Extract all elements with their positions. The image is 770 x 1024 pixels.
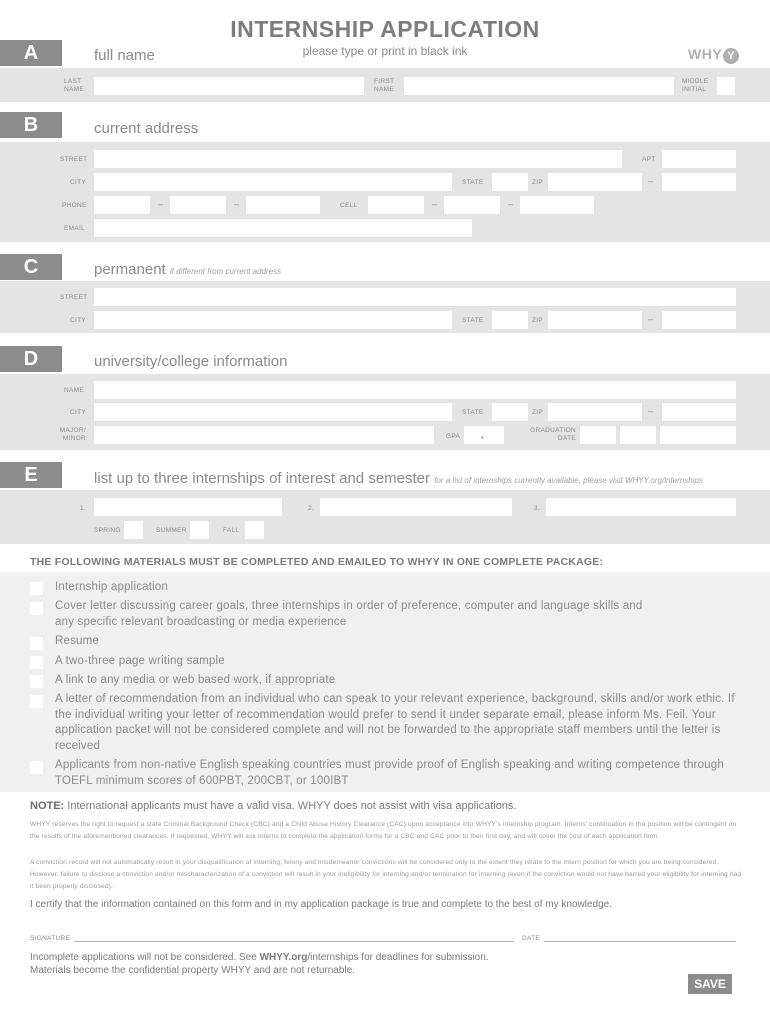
school-state-label: STATE	[462, 409, 484, 416]
checkbox-toefl[interactable]	[30, 761, 43, 774]
gpa-label: GPA	[446, 433, 461, 440]
section-e-title	[94, 470, 703, 487]
internship-1-number: 1.	[80, 505, 87, 512]
material-item: A link to any media or web based work, if appropriate	[55, 674, 336, 686]
section-a-letter: A	[0, 40, 62, 66]
perm-city-label: CITY	[70, 317, 87, 324]
section-c-note: if different from current address	[169, 267, 282, 276]
summer-label: SUMMER	[156, 527, 187, 534]
grad-year-field[interactable]	[660, 426, 736, 444]
fine-print-conviction: A conviction record will not automatically result in your disqualification of interning; felony and misdemeanor convictions will be considered only to the extent they relate to the intern position for which you are being considered. However, failure to disclose a conviction and/or mischaracterization of a conviction will result in your ineligibility for interning and/or termination for interning (even if the conviction would not have barred your eligibility for interning had it been properly disclosed).	[30, 859, 742, 890]
last-name-field[interactable]	[94, 77, 364, 95]
logo-text: WHY	[688, 46, 723, 62]
cell-area-field[interactable]	[368, 196, 424, 214]
school-name-label: NAME	[64, 387, 84, 394]
checkbox-cover-letter[interactable]	[30, 602, 43, 615]
spring-field[interactable]	[124, 521, 143, 539]
perm-city-field[interactable]	[94, 311, 452, 329]
street-field[interactable]	[94, 150, 622, 168]
internship-3-number: 3.	[534, 505, 541, 512]
school-state-field[interactable]	[492, 403, 528, 421]
last-name-label: LAST NAME	[64, 78, 84, 93]
state-label: STATE	[462, 179, 484, 186]
page-title: INTERNSHIP APPLICATION	[230, 16, 540, 42]
zip-field[interactable]	[548, 173, 642, 191]
zip-dash: –	[648, 176, 654, 186]
checkbox-media-link[interactable]	[30, 675, 43, 688]
perm-state-field[interactable]	[492, 311, 528, 329]
email-field[interactable]	[94, 219, 472, 237]
whyy-logo	[688, 46, 739, 64]
major-minor-field[interactable]	[94, 426, 434, 444]
fall-label: FALL	[223, 527, 240, 534]
school-name-field[interactable]	[94, 381, 736, 399]
section-b-letter: B	[0, 112, 62, 138]
section-e-letter: E	[0, 462, 62, 488]
internship-2-number: 2.	[308, 505, 315, 512]
apt-field[interactable]	[662, 150, 736, 168]
gpa-decimal-dot: •	[481, 435, 484, 442]
checkbox-writing-sample[interactable]	[30, 656, 43, 669]
date-line[interactable]	[544, 940, 736, 942]
summer-field[interactable]	[190, 521, 209, 539]
checkbox-application[interactable]	[30, 582, 43, 595]
section-d-title: university/college information	[94, 353, 288, 370]
perm-zip-ext-field[interactable]	[662, 311, 736, 329]
footer-line-2: Materials become the confidential property WHYY and are not returnable.	[30, 965, 355, 976]
cell-dash-2: –	[508, 199, 514, 209]
section-c-letter: C	[0, 254, 62, 280]
street-label: STREET	[60, 156, 88, 163]
major-minor-label: MAJOR/ MINOR	[59, 427, 86, 442]
note-text: International applicants must have a valid visa. WHYY does not assist with visa applications.	[64, 800, 517, 812]
internship-3-field[interactable]	[546, 498, 736, 516]
material-item: Applicants from non-native English speaking countries must provide proof of English speaking and writing competence through TOEFL minimum scores of 600PBT, 200CBT, or 100IBT	[55, 759, 724, 787]
school-city-label: CITY	[70, 409, 87, 416]
perm-zip-field[interactable]	[548, 311, 642, 329]
phone-dash-2: –	[234, 199, 240, 209]
logo-mark: Y	[723, 48, 739, 64]
checkbox-recommendation[interactable]	[30, 695, 43, 708]
apt-label: APT	[642, 156, 656, 163]
phone-prefix-field[interactable]	[170, 196, 226, 214]
fine-print-clearances: WHYY reserves the right to request a state Criminal Background Check (CBC) and a Child Abuse History Clearance (CAC) upon acceptance into WHYY's internship program. Interns' continuation in the position will be contingent on the results of the aforementioned clearances. If requested, WHYY will ask interns to complete the application forms for a CBC and CAC prior to their first day, and will cover the cost of each application form.	[30, 821, 737, 840]
cell-label: CELL	[340, 202, 358, 209]
section-c-title	[94, 261, 281, 278]
internship-1-field[interactable]	[94, 498, 282, 516]
perm-street-label: STREET	[60, 294, 88, 301]
city-field[interactable]	[94, 173, 452, 191]
save-button[interactable]: SAVE	[688, 974, 732, 994]
note-label: NOTE:	[30, 800, 65, 812]
middle-initial-field[interactable]	[717, 77, 735, 95]
phone-dash-1: –	[158, 199, 164, 209]
school-city-field[interactable]	[94, 403, 452, 421]
footer-line-1	[30, 951, 489, 964]
cell-dash-1: –	[432, 199, 438, 209]
phone-area-field[interactable]	[94, 196, 150, 214]
checkbox-resume[interactable]	[30, 637, 43, 650]
section-a-title: full name	[94, 47, 155, 64]
state-field[interactable]	[492, 173, 528, 191]
first-name-field[interactable]	[404, 77, 674, 95]
phone-line-field[interactable]	[246, 196, 320, 214]
section-b-title: current address	[94, 120, 199, 137]
grad-month-field[interactable]	[580, 426, 616, 444]
material-item: Cover letter discussing career goals, three internships in order of preference, computer and language skills and any specific relevant broadcasting or media experience	[55, 600, 643, 628]
date-label: DATE	[522, 935, 541, 942]
first-name-label: FIRST NAME	[374, 78, 395, 93]
section-e-note: for a list of internships currently available, please visit WHYY.org/internships	[434, 476, 703, 485]
perm-zip-label: ZIP	[532, 317, 544, 324]
middle-initial-label: MIDDLE INITIAL	[682, 78, 709, 93]
perm-state-label: STATE	[462, 317, 484, 324]
signature-line[interactable]	[74, 940, 514, 942]
certification-statement: I certify that the information contained on this form and in my application package is true and complete to the best of my knowledge.	[30, 899, 612, 910]
material-item: Internship application	[55, 581, 169, 593]
gpa-field[interactable]	[464, 426, 504, 444]
section-d-letter: D	[0, 346, 62, 372]
spring-label: SPRING	[94, 527, 121, 534]
email-label: EMAIL	[64, 225, 86, 232]
graduation-date-label: GRADUATION DATE	[530, 427, 576, 442]
footer-line-1-b: /internships for deadlines for submission.	[307, 952, 489, 963]
material-item: A letter of recommendation from an individual who can speak to your relevant experience, background, skills and/or work ethic. If the individual writing your letter of recommendation would prefer to send it under separate email, please inform Ms. Feil. Your application packet will not be considered complete and will not be forwarded to the appropriate staff members until the letter is received	[55, 693, 735, 752]
zip-ext-field[interactable]	[662, 173, 736, 191]
visa-note	[30, 800, 516, 812]
materials-heading: THE FOLLOWING MATERIALS MUST BE COMPLETED AND EMAILED TO WHYY IN ONE COMPLETE PACKAGE:	[30, 556, 604, 568]
material-item: A two-three page writing sample	[55, 655, 225, 667]
cell-line-field[interactable]	[520, 196, 594, 214]
fall-field[interactable]	[245, 521, 264, 539]
perm-street-field[interactable]	[94, 288, 736, 306]
page-subtitle: please type or print in black ink	[302, 44, 468, 58]
school-zip-ext-field[interactable]	[662, 403, 736, 421]
footer-line-1-a: Incomplete applications will not be considered. See	[30, 952, 260, 963]
signature-label: SIGNATURE	[30, 935, 71, 942]
grad-day-field[interactable]	[620, 426, 656, 444]
school-zip-dash: –	[648, 406, 654, 416]
school-zip-label: ZIP	[532, 409, 544, 416]
perm-zip-dash: –	[648, 314, 654, 324]
section-c-title-text: permanent	[94, 261, 166, 278]
cell-prefix-field[interactable]	[444, 196, 500, 214]
footer-link[interactable]: WHYY.org	[259, 952, 308, 963]
city-label: CITY	[70, 179, 87, 186]
material-item: Resume	[55, 635, 100, 647]
internship-2-field[interactable]	[320, 498, 512, 516]
zip-label: ZIP	[532, 179, 544, 186]
footer-text	[30, 951, 489, 977]
section-e-title-text: list up to three internships of interest and semester	[94, 470, 431, 487]
phone-label: PHONE	[62, 202, 87, 209]
school-zip-field[interactable]	[548, 403, 642, 421]
